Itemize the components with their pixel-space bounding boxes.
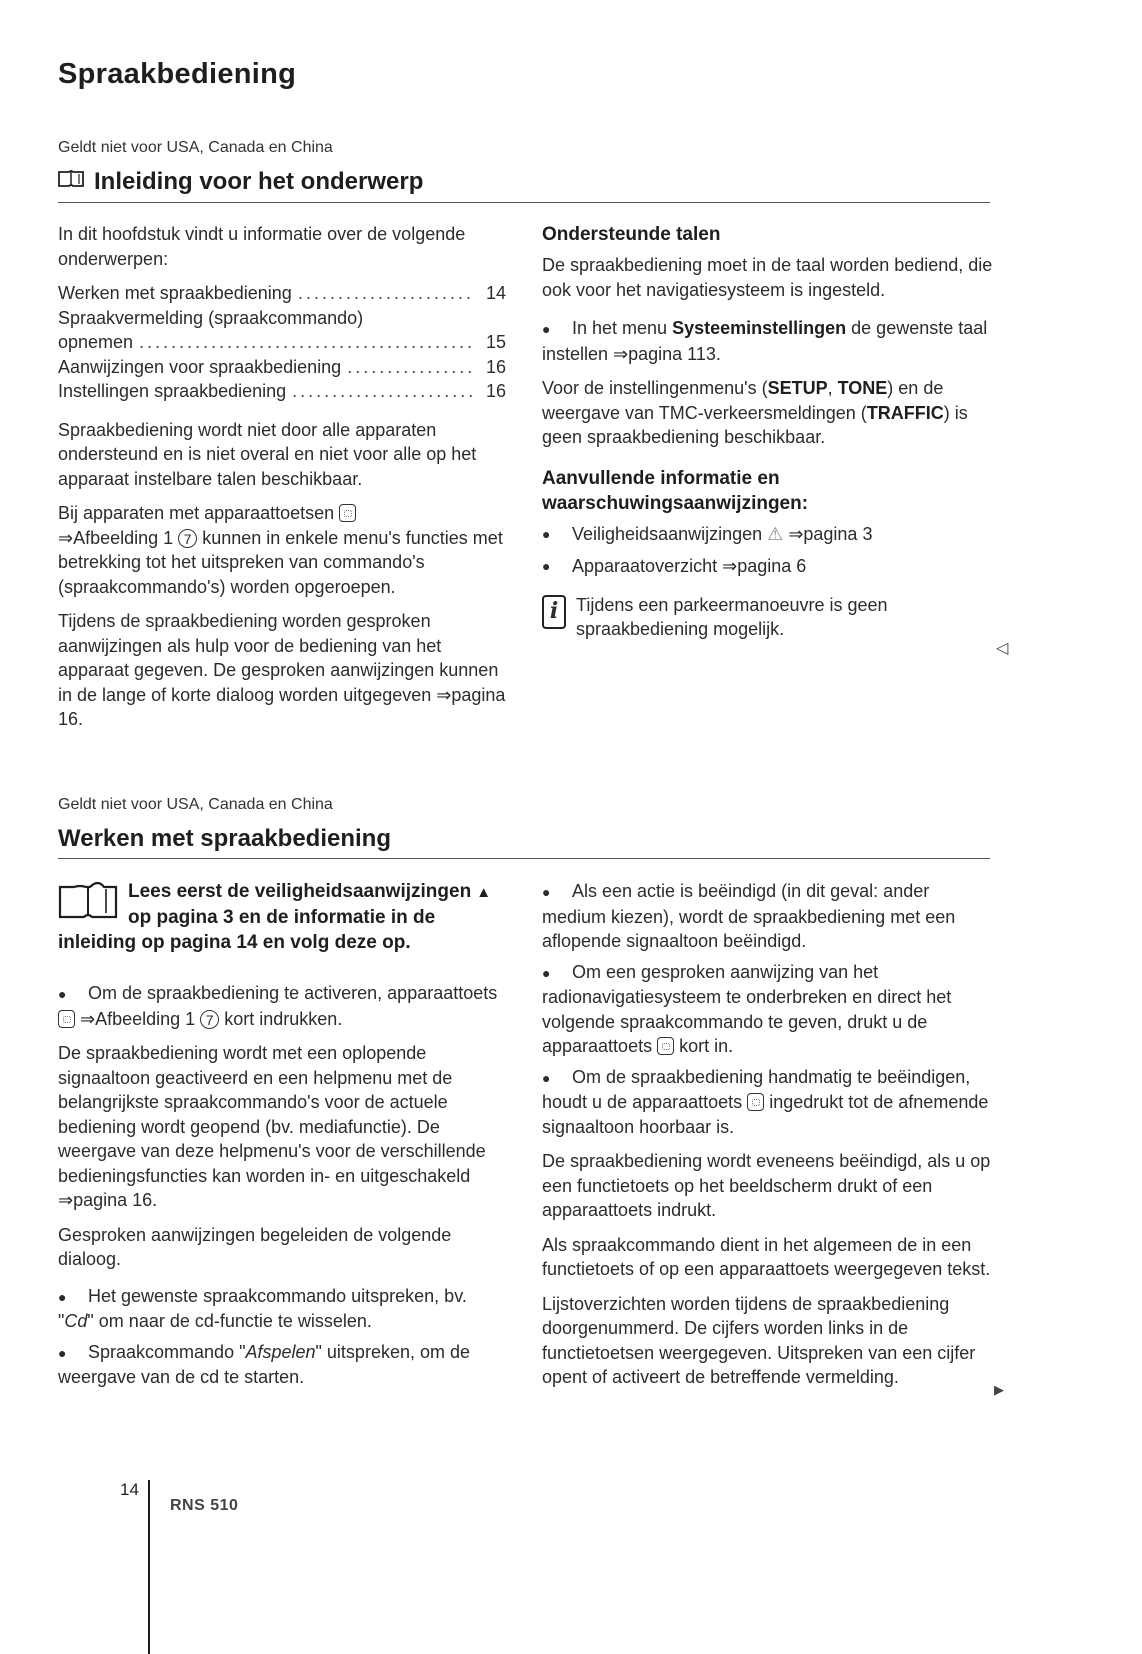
continue-arrow-icon: ▶ (994, 1382, 1004, 1397)
info-note (542, 593, 994, 642)
bullet-icon: ● (542, 558, 551, 574)
bullet-icon: ● (542, 525, 551, 542)
voice-key-icon (339, 504, 356, 522)
bullet-icon: ● (542, 964, 551, 981)
callout-number-icon: 7 (200, 1010, 219, 1029)
figure-link[interactable]: ⇒Afbeelding 1 (80, 1008, 196, 1029)
menu-name: Systeeminstellingen (672, 318, 847, 338)
bullet-item: ● In het menu Systeeminstellingen de gewenste taal instellen ⇒pagina 113. (542, 318, 988, 364)
model-name: RNS 510 (170, 1497, 239, 1514)
toc-entry[interactable]: Aanwijzingen voor spraakbediening ..... 16 (58, 355, 506, 380)
device-keys-paragraph: Bij apparaten met apparaattoetsen ⇒Afbeelding 1 7 kunnen in enkele menu's functies met betrekking tot het uitspreken van commando's (spraakcommando's) worden opgeroepen. (58, 503, 503, 597)
page-number: 14 (120, 1480, 139, 1499)
spoken-hints-paragraph: Tijdens de spraakbediening worden gesproken aanwijzingen als hulp voor de bediening van het apparaat gegeven. De gesproken aanwijzingen kunnen in de lange of korte dialoog worden uitgegeven ⇒pagina 16. (58, 611, 506, 729)
page-link[interactable]: ⇒pagina 3 (788, 523, 873, 544)
bullet-icon: ● (58, 1344, 67, 1361)
section2-left-column (58, 879, 506, 1400)
section-rule (58, 202, 990, 203)
voice-key-icon (747, 1093, 764, 1111)
activation-paragraph: De spraakbediening wordt met een oplopende signaaltoon geactiveerd en een helpmenu met de belangrijkste spraakcommando's voor de actuele bediening wordt geopend (bv. mediafunctie). De weergave van deze helpmenu's voor de verschillende bedieningsfuncties kan worden in- en uitgeschakeld ⇒pagina 16. (58, 1043, 486, 1210)
footer-divider (148, 1480, 150, 1654)
region-note: Geldt niet voor USA, Canada en China (58, 796, 333, 813)
settings-menus-paragraph: Voor de instellingenmenu's (SETUP, TONE) en de weergave van TMC-verkeersmeldingen (TRAFFIC) is geen spraakbediening beschikbaar. (542, 378, 968, 447)
info-icon: i (542, 595, 566, 629)
note-text: Tijdens een parkeermanoeuvre is geen spraakbediening mogelijk. (576, 594, 888, 639)
bullet-item: ● Het gewenste spraakcommando uitspreken, bv. "Cd" om naar de cd-functie te wisselen. (58, 1285, 467, 1331)
table-of-contents (58, 281, 506, 404)
bullet-icon: ● (58, 986, 67, 1002)
subheading-supported-languages: Ondersteunde talen (542, 224, 721, 245)
bullet-item: ● Apparaatoverzicht ⇒pagina 6 (542, 554, 994, 579)
voice-key-icon (58, 1010, 75, 1028)
language-paragraph: De spraakbediening moet in de taal worden bediend, die ook voor het navigatiesysteem is ingesteld. (542, 255, 993, 300)
section-heading-inleiding (58, 168, 423, 196)
termination-paragraph: De spraakbediening wordt eveneens beëindigd, als u op een functietoets op het beeldscherm drukt of een apparaattoets indrukt. (542, 1151, 991, 1220)
toc-entry[interactable]: Instellingen spraakbediening ..... 16 (58, 379, 506, 404)
command-text-paragraph: Als spraakcommando dient in het algemeen de in een functietoets of op een apparaattoets weergegeven tekst. (542, 1234, 991, 1279)
bullet-icon: ● (58, 1288, 67, 1305)
section-heading-werken: Werken met spraakbediening (58, 825, 391, 852)
page-title: Spraakbediening (58, 58, 297, 90)
figure-link[interactable]: ⇒Afbeelding 1 (58, 527, 174, 548)
bullet-icon: ● (542, 884, 551, 900)
toc-entry[interactable]: Werken met spraakbediening ..... 14 (58, 281, 506, 306)
bullet-item: ● Om de spraakbediening te activeren, apparaattoets ⇒Afbeelding 1 7 kort indrukken. (58, 983, 498, 1029)
voice-key-icon (657, 1037, 674, 1055)
section1-right-column (542, 222, 994, 642)
region-note: Geldt niet voor USA, Canada en China (58, 139, 333, 156)
page-link[interactable]: ⇒pagina 6 (722, 556, 807, 576)
section2-right-column (542, 879, 994, 1400)
dialog-paragraph: Gesproken aanwijzingen begeleiden de volgende dialoog. (58, 1224, 452, 1269)
book-icon (58, 879, 118, 930)
subheading-additional-info: Aanvullende informatie en waarschuwingsaanwijzingen: (542, 467, 809, 514)
section-end-icon: ◁ (996, 640, 1009, 657)
warning-triangle-icon: ▲ (476, 884, 492, 901)
bullet-icon: ● (542, 1069, 551, 1086)
bullet-item: ● Om een gesproken aanwijzing van het radionavigatiesysteem te onderbreken en direct het volgende spraakcommando te geven, drukt u de apparaattoets kort in. (542, 961, 952, 1056)
book-icon (58, 168, 84, 196)
toc-entry[interactable]: opnemen ..... 15 (58, 330, 506, 355)
warning-triangle-icon: ⚠ (767, 523, 784, 544)
bullet-item: ● Als een actie is beëindigd (in dit geval: ander medium kiezen), wordt de spraakbediening met een aflopende signaaltoon beëindigd. (542, 881, 956, 951)
section-heading-text: Inleiding voor het onderwerp (94, 168, 424, 195)
toc-entry[interactable]: Spraakvermelding (spraakcommando) (58, 307, 364, 328)
bullet-item: ● Om de spraakbediening handmatig te beëindigen, houdt u de apparaattoets ingedrukt tot de afnemende signaaltoon hoorbaar is. (542, 1066, 989, 1137)
bullet-item: ● Veiligheidsaanwijzingen ⚠ ⇒pagina 3 (542, 522, 994, 547)
section-rule (58, 858, 990, 859)
availability-paragraph: Spraakbediening wordt niet door alle apparaten ondersteund en is niet overal en niet voor alle op het apparaat instelbare talen beschikbaar. (58, 419, 477, 489)
intro-text: In dit hoofdstuk vindt u informatie over de volgende onderwerpen: (58, 224, 466, 269)
callout-number-icon: 7 (178, 529, 197, 548)
bullet-icon: ● (542, 321, 551, 337)
section1-left-column (58, 222, 506, 742)
safety-warning: Lees eerst de veiligheidsaanwijzingen ▲ op pagina 3 en de informatie in de inleiding op pagina 14 en volg deze op. (58, 881, 492, 953)
list-numbering-paragraph: Lijstoverzichten worden tijdens de spraakbediening doorgenummerd. De cijfers worden links in de functietoetsen weergegeven. Uitspreken van een cijfer opent of activeert de betreffende vermelding. (542, 1293, 976, 1387)
bullet-item: ● Spraakcommando "Afspelen" uitspreken, om de weergave van de cd te starten. (58, 1341, 470, 1387)
